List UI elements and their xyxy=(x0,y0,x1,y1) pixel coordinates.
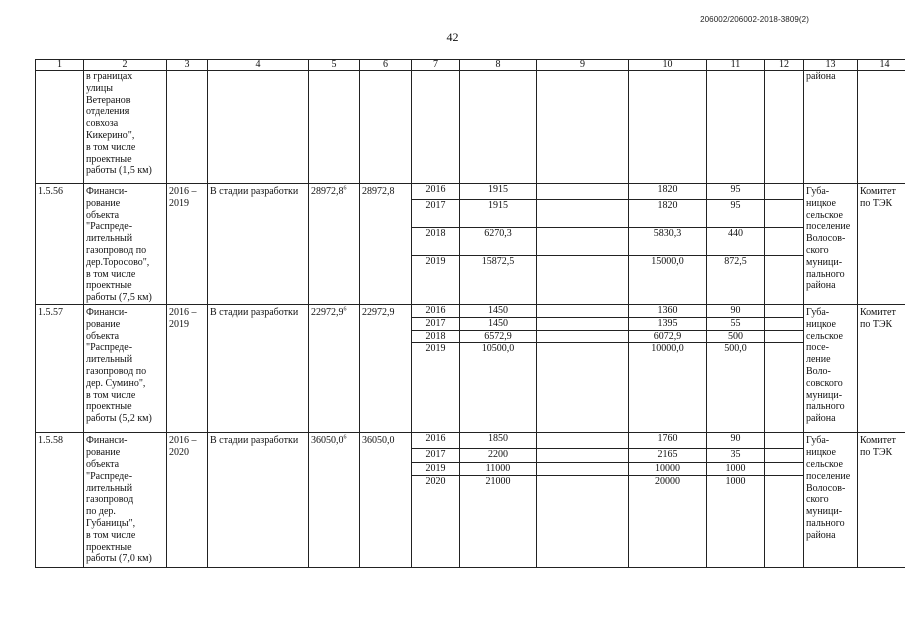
year-cell: 2016 xyxy=(412,184,460,200)
year-total: 6572,9 xyxy=(460,330,537,343)
column-header: 8 xyxy=(460,60,537,71)
responsible-cell: Комитет по ТЭК xyxy=(858,433,905,568)
municipality-cell: Губа- ницкое сельское поселение Волосов- ского муници- пального района xyxy=(804,184,858,305)
total-cost: 28972,8$^6$ xyxy=(309,184,360,305)
year-cell: 2016 xyxy=(412,305,460,318)
year-col11: 500 xyxy=(707,330,765,343)
year-cell: 2019 xyxy=(412,463,460,476)
year-total: 1450 xyxy=(460,317,537,330)
column-header: 9 xyxy=(537,60,629,71)
year-col10: 1760 xyxy=(629,433,707,449)
column-header: 14 xyxy=(858,60,905,71)
page-number: 42 xyxy=(446,30,459,44)
total-cost: 36050,0$^6$ xyxy=(309,433,360,568)
year-total: 21000 xyxy=(460,476,537,568)
status-cell: В стадии разработки xyxy=(208,305,309,433)
year-total: 6270,3 xyxy=(460,228,537,256)
column-header: 1 xyxy=(36,60,84,71)
year-col11: 90 xyxy=(707,305,765,318)
municipality-cell: Губа- ницкое сельское поселение Волосов- ского муници- пального района xyxy=(804,433,858,568)
year-col10: 2165 xyxy=(629,449,707,463)
document-id: 206002/206002-2018-3809(2) xyxy=(700,15,809,24)
year-col10: 1395 xyxy=(629,317,707,330)
continuation-row xyxy=(36,71,905,184)
column-header: 3 xyxy=(167,60,208,71)
year-col10: 1360 xyxy=(629,305,707,318)
total-cost-2: 36050,0 xyxy=(360,433,412,568)
year-col10: 1820 xyxy=(629,184,707,200)
table-row xyxy=(36,433,905,449)
object-name: Финанси- рование объекта "Распреде- лительный газопровод по дер. Сумино", в том числе проектные работы (5,2 км) xyxy=(84,305,167,433)
table-row xyxy=(36,305,905,318)
year-col10: 1820 xyxy=(629,200,707,228)
year-col10: 20000 xyxy=(629,476,707,568)
year-col10: 5830,3 xyxy=(629,228,707,256)
year-col11: 95 xyxy=(707,184,765,200)
column-header: 6 xyxy=(360,60,412,71)
year-total: 1850 xyxy=(460,433,537,449)
status-cell: В стадии разработки xyxy=(208,184,309,305)
row-number: 1.5.58 xyxy=(36,433,84,568)
status-cell: В стадии разработки xyxy=(208,433,309,568)
year-cell: 2018 xyxy=(412,228,460,256)
year-cell: 2020 xyxy=(412,476,460,568)
year-total: 11000 xyxy=(460,463,537,476)
object-name: Финанси- рование объекта "Распреде- лительный газопровод по дер.Торосово", в том числе проектные работы (7,5 км) xyxy=(84,184,167,305)
row-number: 1.5.57 xyxy=(36,305,84,433)
column-header: 5 xyxy=(309,60,360,71)
year-col11: 440 xyxy=(707,228,765,256)
column-header: 12 xyxy=(765,60,804,71)
total-cost-2: 28972,8 xyxy=(360,184,412,305)
year-cell: 2018 xyxy=(412,330,460,343)
year-cell: 2017 xyxy=(412,449,460,463)
year-col11: 1000 xyxy=(707,476,765,568)
year-col10: 10000 xyxy=(629,463,707,476)
responsible-cell: Комитет по ТЭК xyxy=(858,184,905,305)
year-total: 2200 xyxy=(460,449,537,463)
year-col10: 6072,9 xyxy=(629,330,707,343)
column-header: 4 xyxy=(208,60,309,71)
year-total: 1915 xyxy=(460,200,537,228)
total-cost: 22972,9$^6$ xyxy=(309,305,360,433)
year-cell: 2017 xyxy=(412,317,460,330)
year-cell: 2017 xyxy=(412,200,460,228)
column-header: 11 xyxy=(707,60,765,71)
year-col11: 500,0 xyxy=(707,343,765,433)
year-col11: 90 xyxy=(707,433,765,449)
year-col11: 872,5 xyxy=(707,256,765,305)
municipality-cell: района xyxy=(804,71,858,184)
year-total: 1450 xyxy=(460,305,537,318)
year-cell: 2019 xyxy=(412,343,460,433)
period-cell: 2016 – 2020 xyxy=(167,433,208,568)
table-row xyxy=(36,184,905,200)
object-name: Финанси- рование объекта "Распреде- лительный газопровод по дер. Губаницы", в том числе проектные работы (7,0 км) xyxy=(84,433,167,568)
program-table xyxy=(35,59,905,568)
column-header: 2 xyxy=(84,60,167,71)
year-col10: 10000,0 xyxy=(629,343,707,433)
year-cell: 2016 xyxy=(412,433,460,449)
row-number: 1.5.56 xyxy=(36,184,84,305)
year-col11: 55 xyxy=(707,317,765,330)
municipality-cell: Губа- ницкое сельское посе- ление Воло- совского муници- пального района xyxy=(804,305,858,433)
year-col10: 15000,0 xyxy=(629,256,707,305)
column-header: 7 xyxy=(412,60,460,71)
responsible-cell: Комитет по ТЭК xyxy=(858,305,905,433)
year-cell: 2019 xyxy=(412,256,460,305)
period-cell: 2016 – 2019 xyxy=(167,184,208,305)
year-total: 1915 xyxy=(460,184,537,200)
period-cell: 2016 – 2019 xyxy=(167,305,208,433)
column-header: 13 xyxy=(804,60,858,71)
total-cost-2: 22972,9 xyxy=(360,305,412,433)
year-col11: 35 xyxy=(707,449,765,463)
column-header: 10 xyxy=(629,60,707,71)
column-number-row xyxy=(36,60,905,71)
year-col11: 1000 xyxy=(707,463,765,476)
year-total: 15872,5 xyxy=(460,256,537,305)
year-total: 10500,0 xyxy=(460,343,537,433)
year-col11: 95 xyxy=(707,200,765,228)
object-name: в границах улицы Ветеранов отделения совхоза Кикерино", в том числе проектные работы (1,5 км) xyxy=(84,71,167,184)
